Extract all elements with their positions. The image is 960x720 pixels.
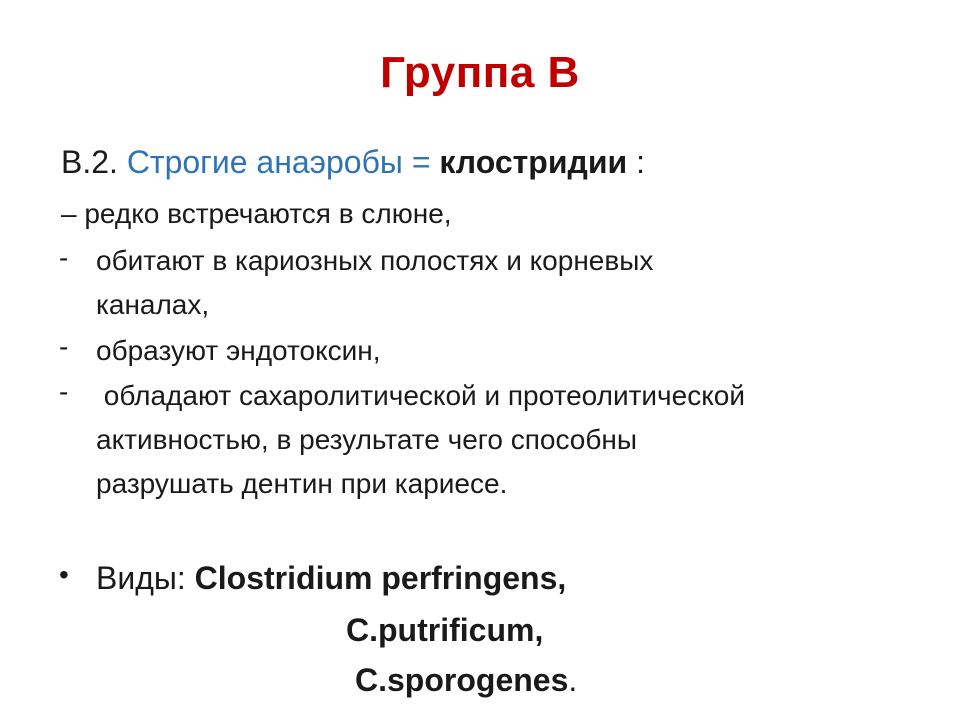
list-item-marker: - [59, 331, 69, 362]
final-period: . [568, 662, 578, 698]
heading-prefix: В.2. [61, 144, 118, 180]
list-item-marker: - [59, 376, 69, 407]
species-label: Виды: [96, 560, 186, 596]
species-name: C.sporogenes [355, 662, 569, 698]
list-item-line: активностью, в результате чего способны [96, 424, 637, 455]
species-line-2 [346, 610, 543, 650]
species-line-3 [355, 660, 577, 700]
intro-dash: – [61, 198, 77, 229]
heading-suffix: : [636, 144, 645, 180]
list-item-line: образуют эндотоксин, [96, 335, 381, 366]
list-item-line: обитают в кариозных полостях и корневых [96, 245, 654, 276]
species-line-1 [96, 558, 566, 598]
list-item-line: каналах, [96, 289, 210, 320]
heading-strong: клостридии [439, 144, 628, 180]
section-heading [61, 144, 645, 181]
species-name: Clostridium perfringens, [194, 560, 567, 596]
list-item-line: обладают сахаролитической и протеолитической [96, 380, 745, 411]
list-item-marker: - [59, 242, 69, 273]
intro-line [61, 196, 452, 232]
list-item-line: разрушать дентин при кариесе. [96, 468, 508, 499]
slide-title: Группа В [380, 48, 580, 97]
heading-accent: Строгие анаэробы = [126, 144, 431, 180]
bullet-icon: • [59, 559, 69, 590]
species-name: C.putrificum, [346, 612, 544, 648]
intro-text: редко встречаются в слюне, [84, 198, 452, 229]
